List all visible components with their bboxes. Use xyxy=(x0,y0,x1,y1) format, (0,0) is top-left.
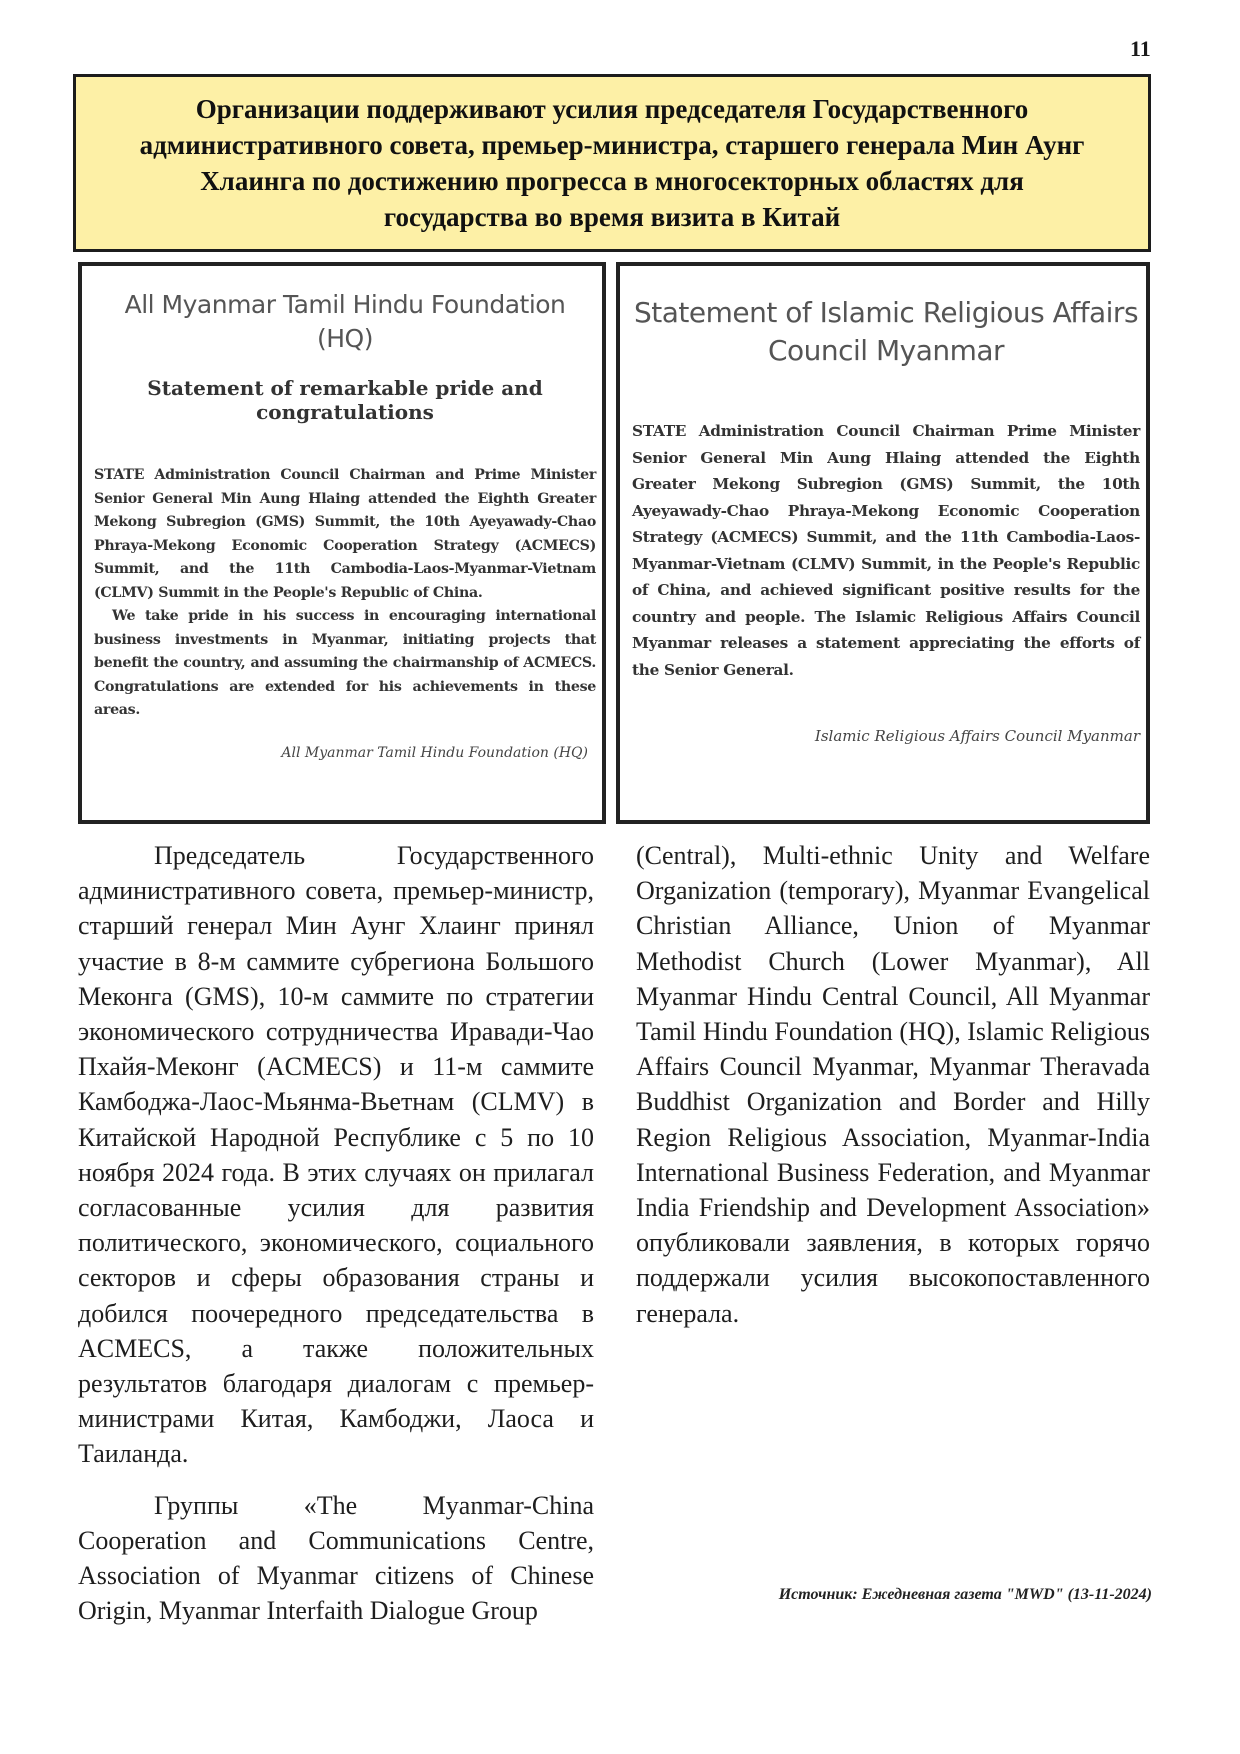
headline: Организации поддерживают усилия председателя Государственного административного совета, премьер-министра, старшего генерала Мин Аунг Хлаинга по достижению прогресса в многосекторных областях для государства во время визита в Китай xyxy=(139,94,1085,232)
headline-box xyxy=(73,74,1151,252)
statement-right-signature: Islamic Religious Affairs Council Myanmar xyxy=(814,727,1140,745)
body-paragraph: Председатель Государственного административного совета, премьер-министр, старший генерал Мин Аунг Хлаинг принял участие в 8-м саммите субрегиона Большого Меконга (GMS), 10-м саммите по стратегии экономического сотрудничества Иравади-Чао Пхайя-Меконг (ACMECS) и 11-м саммите Камбоджа-Лаос-Мьянма-Вьетнам (CLMV) в Китайской Народной Республике с 5 по 10 ноября 2024 года. В этих случаях он прилагал согласованные усилия для развития политического, экономического, социального секторов и сферы образования страны и добился поочередного председательства в ACMECS, а также положительных результатов благодаря диалогам с премьер-министрами Китая, Камбоджи, Лаоса и Таиланда. xyxy=(78,841,594,1469)
statement-left-signature: All Myanmar Tamil Hindu Foundation (HQ) xyxy=(281,744,588,761)
statement-left-paragraph: STATE Administration Council Chairman and Prime Minister Senior General Min Aung Hlaing attended the Eighth Greater Mekong Subregion (GMS) Summit, the 10th Ayeyawady-Chao Phraya-Mekong Economic Cooperation Strategy (ACMECS) Summit, and the 11th Cambodia-Laos-Myanmar-Vietnam (CLMV) Summit in the People's Republic of China. xyxy=(94,467,596,601)
statement-right-clipping xyxy=(616,262,1150,824)
body-column-left xyxy=(78,838,594,1628)
source-credit: Источник: Ежедневная газета "MWD" (13-11-2024) xyxy=(778,1586,1152,1603)
statement-right-body xyxy=(632,418,1140,683)
body-paragraph-continued: (Central), Multi-ethnic Unity and Welfare Organization (temporary), Myanmar Evangelical Christian Alliance, Union of Myanmar Methodist Church (Lower Myanmar), All Myanmar Hindu Central Council, All Myanmar Tamil Hindu Foundation (HQ), Islamic Religious Affairs Council Myanmar, Myanmar Theravada Buddhist Organization and Border and Hilly Region Religious Association, Myanmar-India International Business Federation, and Myanmar India Friendship and Development Association» опубликовали заявления, в которых горячо поддержали усилия высокопоставленного генерала. xyxy=(636,841,1150,1328)
statement-left-body xyxy=(94,464,596,723)
statement-left-paragraph: We take pride in his success in encouraging international business investments in Myanmar, initiating projects that benefit the country, and assuming the chairmanship of ACMECS. Congratulations are extended for his achievements in these areas. xyxy=(94,608,596,718)
statement-right-paragraph: STATE Administration Council Chairman Prime Minister Senior General Min Aung Hlaing attended the Eighth Greater Mekong Subregion (GMS) Summit, the 10th Ayeyawady-Chao Phraya-Mekong Economic Cooperation Strategy (ACMECS) Summit, and the 11th Cambodia-Laos-Myanmar-Vietnam (CLMV) Summit, in the People's Republic of China, and achieved significant positive results for the country and people. The Islamic Religious Affairs Council Myanmar releases a statement appreciating the efforts of the Senior General. xyxy=(632,422,1140,679)
statement-left-organization: All Myanmar Tamil Hindu Foundation (HQ) xyxy=(124,290,566,353)
body-column-right xyxy=(636,838,1150,1331)
statement-left-clipping xyxy=(78,262,606,824)
body-paragraph: Группы «The Myanmar-China Cooperation and Communications Centre, Association of Myanmar citizens of Chinese Origin, Myanmar Interfaith Dialogue Group xyxy=(78,1490,594,1626)
statement-right-organization: Statement of Islamic Religious Affairs Council Myanmar xyxy=(633,296,1139,367)
page-number: 11 xyxy=(1130,36,1151,61)
statement-left-subtitle: Statement of remarkable pride and congratulations xyxy=(147,376,543,424)
